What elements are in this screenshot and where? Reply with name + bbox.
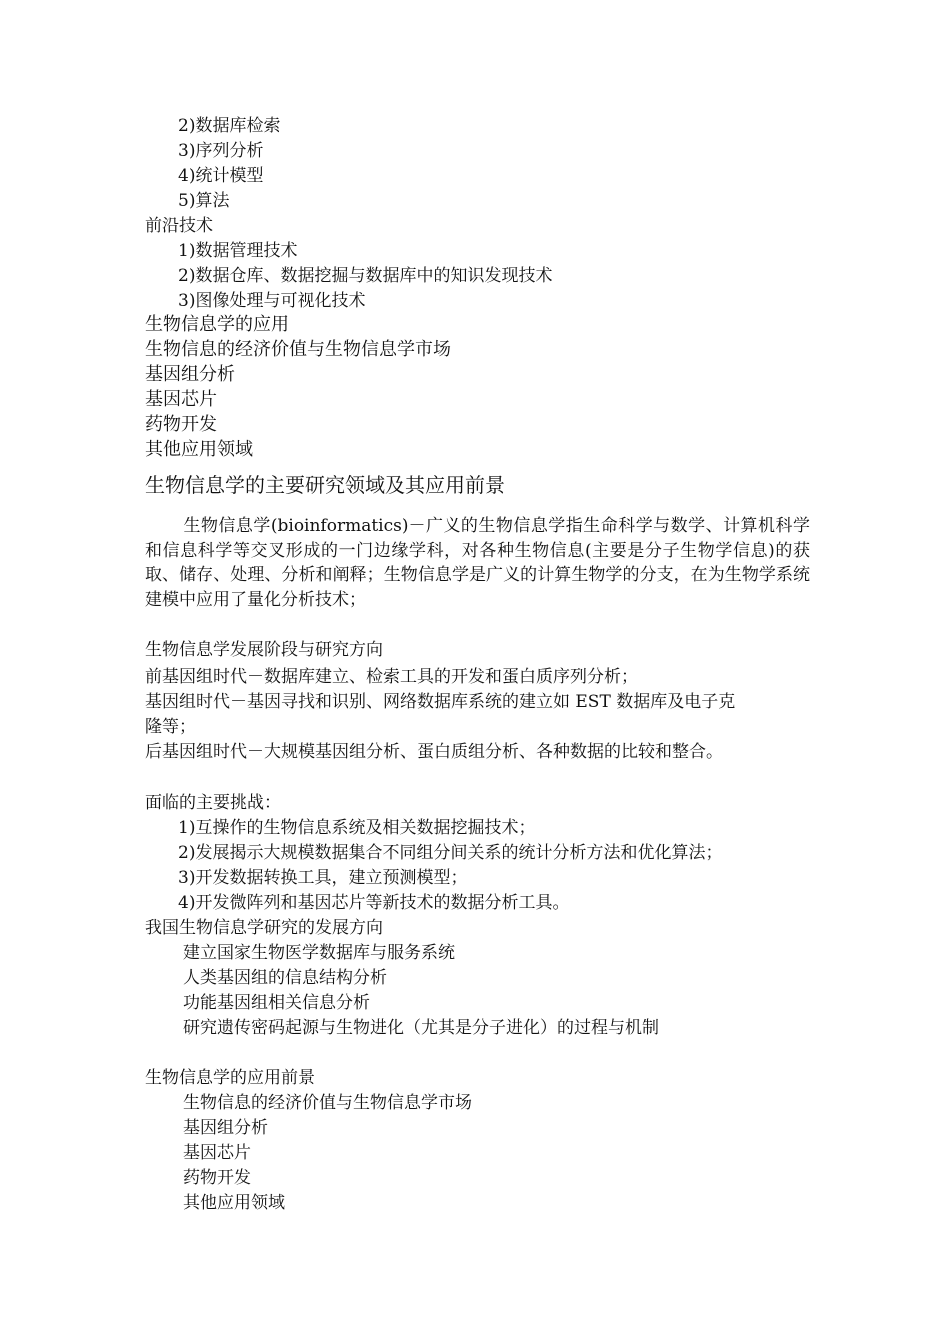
section-title-applications: 生物信息学的应用 (145, 314, 289, 335)
list-item: 人类基因组的信息结构分析 (183, 968, 387, 988)
list-item: 研究遗传密码起源与生物进化（尤其是分子进化）的过程与机制 (183, 1018, 659, 1038)
section-title-china: 我国生物信息学研究的发展方向 (145, 918, 383, 938)
list-item: 药物开发 (145, 414, 217, 435)
stage-genome: 基因组时代－基因寻找和识别、网络数据库系统的建立如 EST 数据库及电子克 (145, 692, 736, 712)
list-item: 3)开发数据转换工具，建立预测模型； (178, 868, 468, 888)
list-item: 药物开发 (183, 1168, 251, 1188)
list-item: 基因组分析 (183, 1118, 268, 1138)
section-title-challenges: 面临的主要挑战： (145, 793, 281, 813)
list-item: 生物信息的经济价值与生物信息学市场 (183, 1093, 472, 1113)
list-item: 生物信息的经济价值与生物信息学市场 (145, 339, 451, 360)
main-heading: 生物信息学的主要研究领域及其应用前景 (145, 473, 505, 497)
list-item: 其他应用领域 (145, 439, 253, 460)
stage-post-genome: 后基因组时代－大规模基因组分析、蛋白质组分析、各种数据的比较和整合。 (145, 742, 723, 762)
list-item: 基因组分析 (145, 364, 235, 385)
section-title-frontier: 前沿技术 (145, 216, 213, 236)
list-item: 3)图像处理与可视化技术 (178, 291, 366, 311)
list-item: 5)算法 (178, 191, 230, 211)
section-title-stages: 生物信息学发展阶段与研究方向 (145, 640, 383, 660)
list-item: 基因芯片 (183, 1143, 251, 1163)
section-title-prospects: 生物信息学的应用前景 (145, 1068, 315, 1088)
stage-genome-cont: 隆等； (145, 717, 196, 737)
list-item: 2)数据仓库、数据挖掘与数据库中的知识发现技术 (178, 266, 553, 286)
list-item: 功能基因组相关信息分析 (183, 993, 370, 1013)
definition-paragraph (145, 514, 810, 612)
list-item: 1)数据管理技术 (178, 241, 298, 261)
list-item: 2)数据库检索 (178, 116, 281, 136)
list-item: 3)序列分析 (178, 141, 264, 161)
list-item: 2)发展揭示大规模数据集合不同组分间关系的统计分析方法和优化算法； (178, 843, 723, 863)
list-item: 4)开发微阵列和基因芯片等新技术的数据分析工具。 (178, 893, 570, 913)
list-item: 1)互操作的生物信息系统及相关数据挖掘技术； (178, 818, 536, 838)
list-item: 其他应用领域 (183, 1193, 285, 1213)
list-item: 基因芯片 (145, 389, 217, 410)
stage-pre-genome: 前基因组时代－数据库建立、检索工具的开发和蛋白质序列分析； (145, 667, 638, 687)
list-item: 建立国家生物医学数据库与服务系统 (183, 943, 455, 963)
list-item: 4)统计模型 (178, 166, 264, 186)
definition-text: 生物信息学(bioinformatics)－广义的生物信息学指生命科学与数学、计算机科学和信息科学等交叉形成的一门边缘学科，对各种生物信息(主要是分子生物学信息)的获取、储存、处理、分析和阐释；生物信息学是广义的计算生物学的分支，在为生物学系统建模中应用了量化分析技术； (145, 516, 810, 610)
